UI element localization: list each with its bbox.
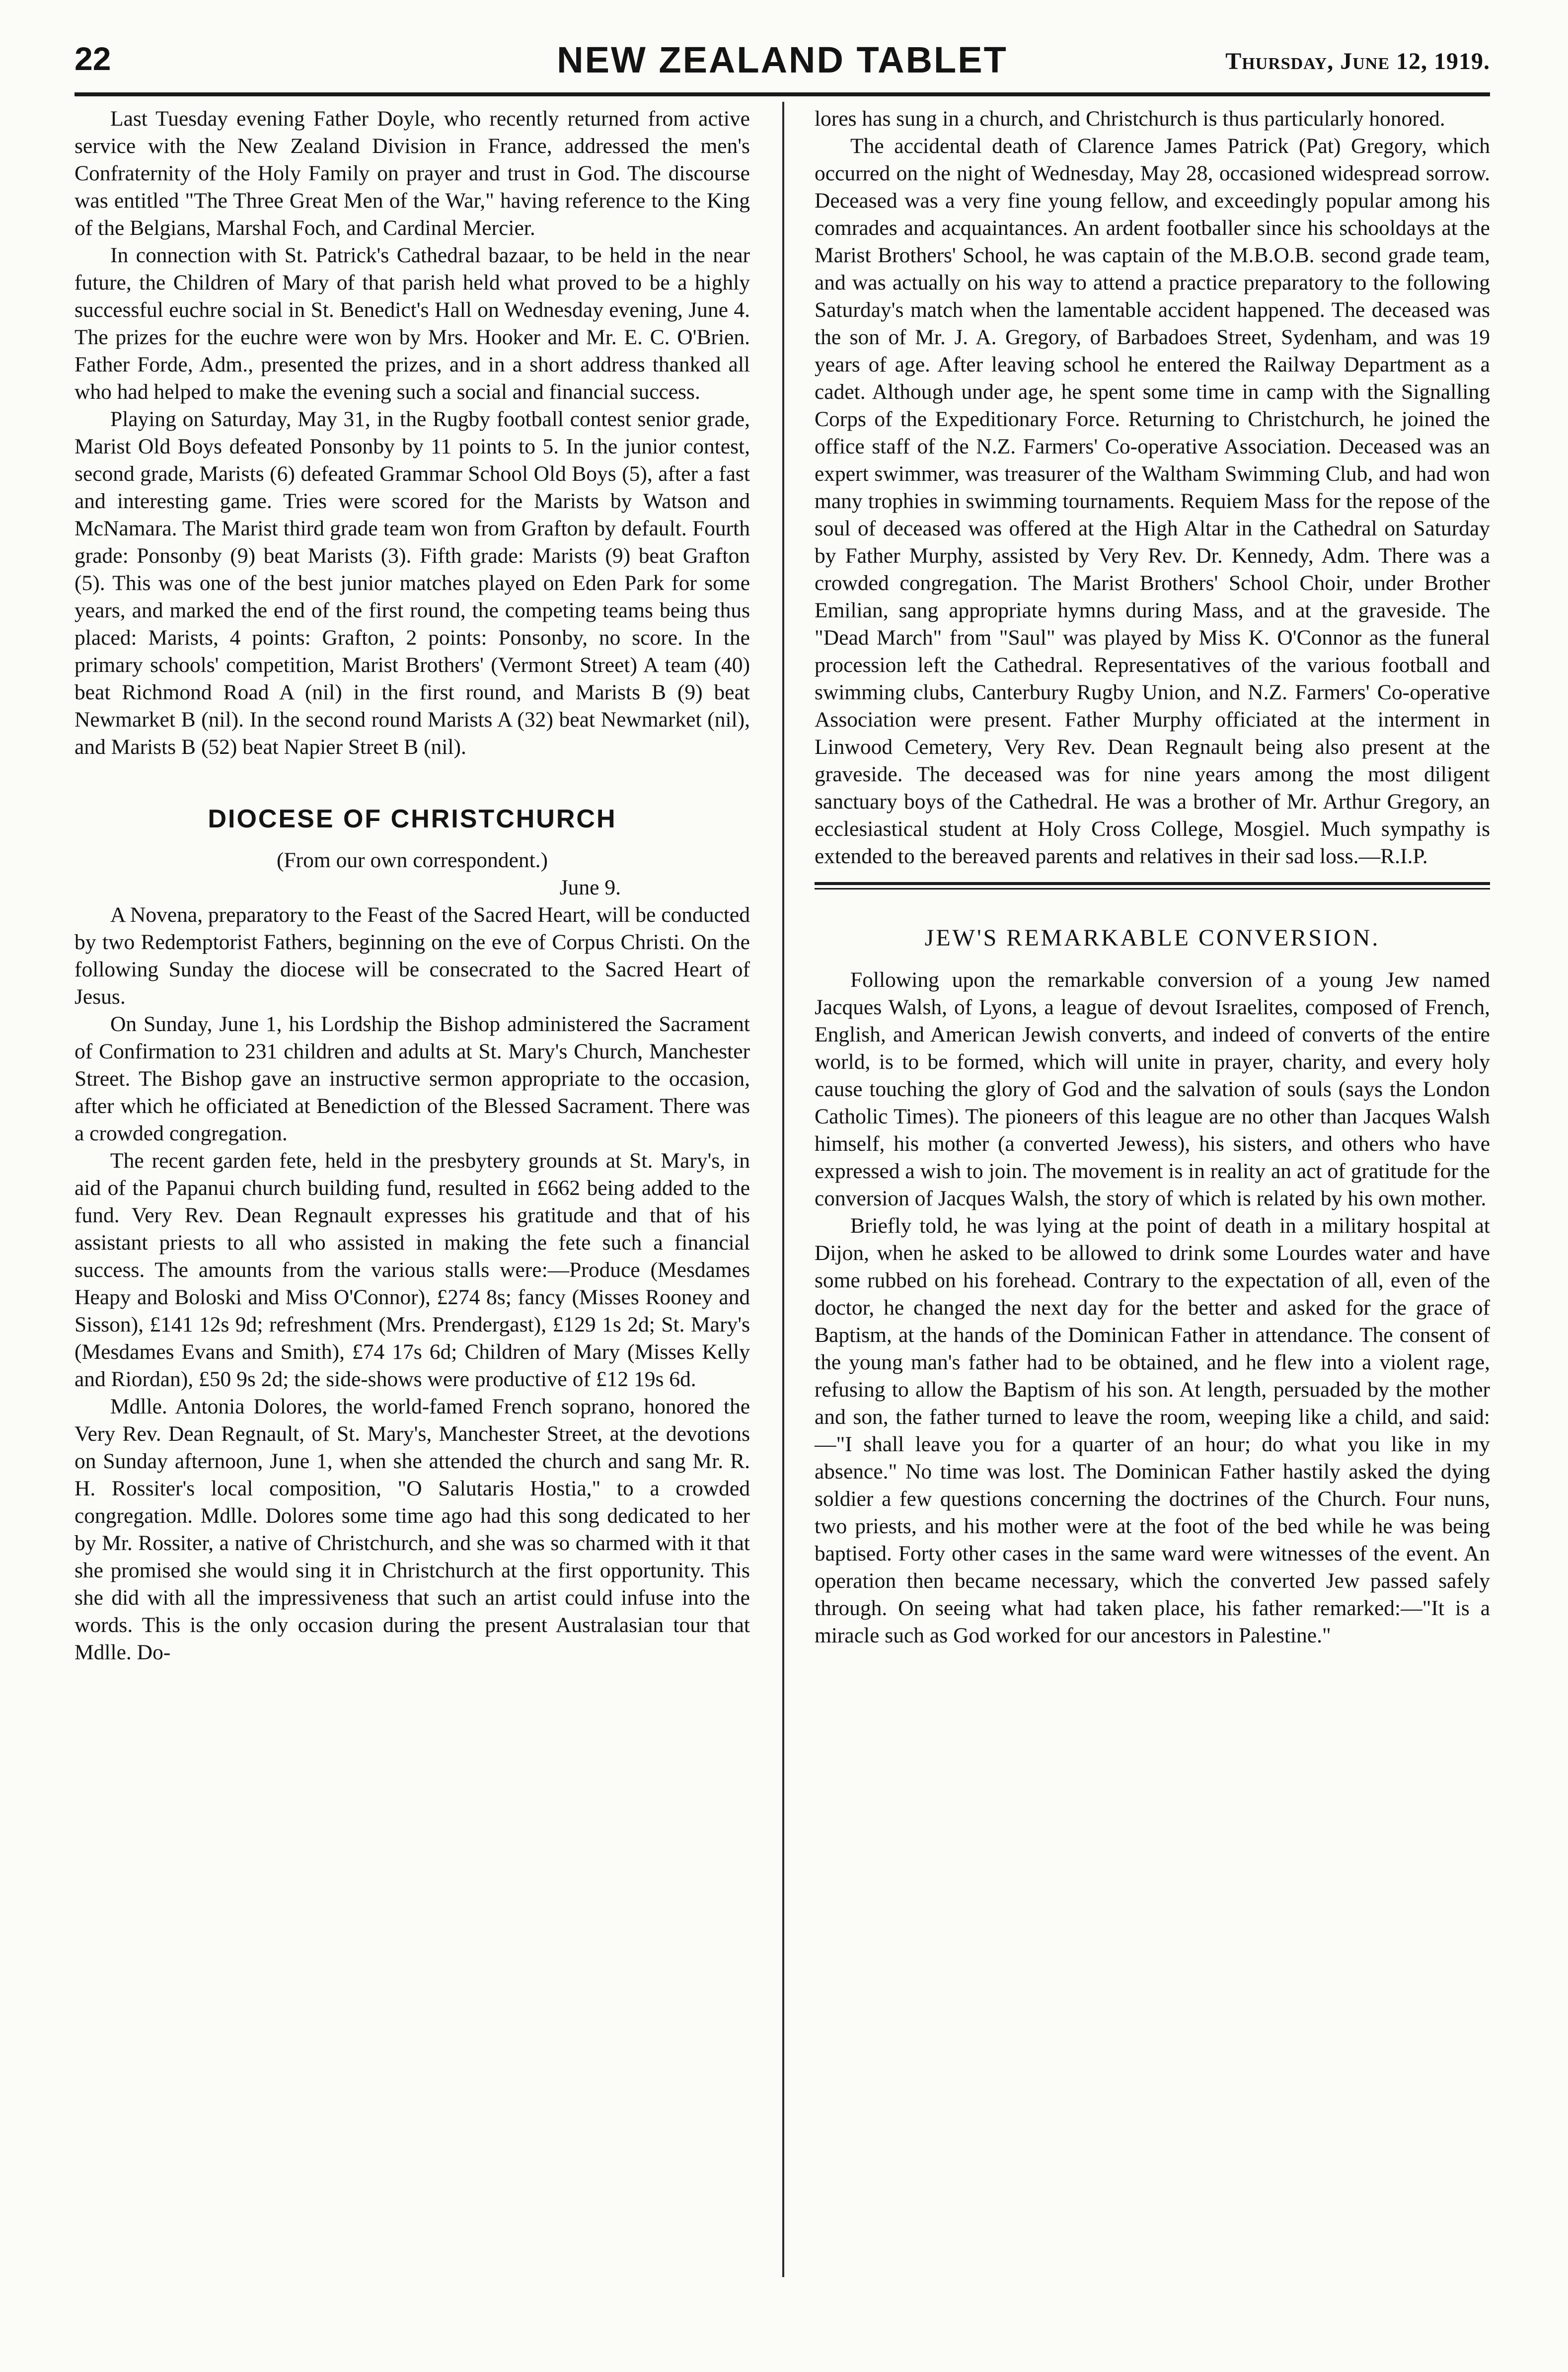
section-rule bbox=[815, 882, 1490, 885]
section-heading-diocese: DIOCESE OF CHRISTCHURCH bbox=[208, 805, 617, 833]
masthead-title: NEW ZEALAND TABLET bbox=[557, 39, 1008, 80]
article-paragraph: Mdlle. Antonia Dolores, the world-famed French soprano, honored the Very Rev. Dean Regnault, of St. Mary's, Manchester Street, at the devotions on Sunday afternoon, June 1, when she attended the church and sang Mr. R. H. Rossiter's local composition, "O Salutaris Hostia," to a crowded congregation. Mdlle. Dolores some time ago had this song dedicated to her by Mr. Rossiter, a native of Christchurch, and she was so charmed with it that she promised she would sing it in Christchurch at the first opportunity. This she did with all the impressiveness that such an artist could infuse into the words. This is the only occasion during the present Australasian tour that Mdlle. Do- bbox=[75, 1395, 750, 1664]
article-paragraph: The recent garden fete, held in the presbytery grounds at St. Mary's, in aid of the Papanui church building fund, resulted in £662 being added to the fund. Very Rev. Dean Regnault expresses his gratitude and that of his assistant priests to all who assisted in making the fete such a financial success. The amounts from the various stalls were:—Produce (Mesdames Heapy and Boloski and Miss O'Connor), £274 8s; fancy (Misses Rooney and Sisson), £141 12s 9d; refreshment (Mrs. Prendergast), £129 1s 2d; St. Mary's (Mesdames Evans and Smith), £74 17s 6d; Children of Mary (Misses Kelly and Riordan), £50 9s 2d; the side-shows were productive of £12 19s 6d. bbox=[75, 1149, 750, 1391]
issue-date: Thursday, June 12, 1919. bbox=[1225, 48, 1490, 74]
article-paragraph: In connection with St. Patrick's Cathedral bazaar, to be held in the near future, the Children of Mary of that parish held what proved to be a highly successful euchre social in St. Benedict's Hall on Wednesday evening, June 4. The prizes for the euchre were won by Mrs. Hooker and Mr. E. C. O'Brien. Father Forde, Adm., presented the prizes, and in a short address thanked all who had helped to make the evening such a social and financial success. bbox=[75, 243, 750, 404]
continued-text: lores has sung in a church, and Christchurch is thus particularly honored. bbox=[815, 107, 1445, 131]
article-paragraph: Following upon the remarkable conversion of a young Jew named Jacques Walsh, of Lyons, a league of devout Israelites, composed of French, English, and American Jewish converts, and indeed of converts of the entire world, is to be formed, which will unite in prayer, charity, and every holy cause touching the glory of God and the salvation of souls (says the London Catholic Times). The pioneers of this league are no other than Jacques Walsh himself, his mother (a converted Jewess), his sisters, and others who have expressed a wish to join. The movement is in reality an act of gratitude for the conversion of Jacques Walsh, the story of which is related by his own mother. bbox=[815, 968, 1490, 1210]
byline: (From our own correspondent.) bbox=[276, 848, 548, 872]
section-rule bbox=[815, 888, 1490, 890]
right-column bbox=[815, 105, 1490, 1649]
column-divider bbox=[782, 102, 784, 2277]
article-paragraph: Last Tuesday evening Father Doyle, who recently returned from active service with the New Zealand Division in France, addressed the men's Confraternity of the Holy Family on prayer and trust in God. The discourse was entitled "The Three Great Men of the War," having reference to the King of the Belgians, Marshal Foch, and Cardinal Mercier. bbox=[75, 107, 750, 240]
article-paragraph: A Novena, preparatory to the Feast of the Sacred Heart, will be conducted by two Redemptorist Fathers, beginning on the eve of Corpus Christi. On the following Sunday the diocese will be consecrated to the Sacred Heart of Jesus. bbox=[75, 903, 750, 1009]
page-header bbox=[75, 35, 1490, 89]
left-column bbox=[75, 105, 750, 1666]
header-rule bbox=[75, 92, 1490, 96]
page-number: 22 bbox=[75, 40, 111, 77]
article-paragraph: Playing on Saturday, May 31, in the Rugby football contest senior grade, Marist Old Boys defeated Ponsonby by 11 points to 5. In the junior contest, second grade, Marists (6) defeated Grammar School Old Boys (5), after a fast and interesting game. Tries were scored for the Marists by Watson and McNamara. The Marist third grade team won from Grafton by default. Fourth grade: Ponsonby (9) beat Marists (3). Fifth grade: Marists (9) beat Grafton (5). This was one of the best junior matches played on Eden Park for some years, and marked the end of the first round, the competing teams being thus placed: Marists, 4 points: Grafton, 2 points: Ponsonby, no score. In the primary schools' competition, Marist Brothers' (Vermont Street) A team (40) beat Richmond Road A (nil) in the first round, and Marists B (9) beat Newmarket B (nil). In the second round Marists A (32) beat Newmarket (nil), and Marists B (52) beat Napier Street B (nil). bbox=[75, 407, 750, 759]
article-paragraph: Briefly told, he was lying at the point of death in a military hospital at Dijon, when he asked to be allowed to drink some Lourdes water and have some rubbed on his forehead. Contrary to the expectation of all, even of the doctor, he changed the next day for the better and asked for the grace of Baptism, at the hands of the Dominican Father in attendance. The consent of the young man's father had to be obtained, and he flew into a violent rage, refusing to allow the Baptism of his son. At length, persuaded by the mother and son, the father turned to leave the room, weeping like a child, and said:—"I shall leave you for a quarter of an hour; do what you like in my absence." No time was lost. The Dominican Father hastily asked the dying soldier a few questions concerning the doctrines of the Church. Four nuns, two priests, and his mother were at the foot of the bed while he was being baptised. Forty other cases in the same ward were witnesses of the event. An operation then became necessary, which the converted Jew passed safely through. On seeing what had taken place, his father remarked:—"It is a miracle such as God worked for our ancestors in Palestine." bbox=[815, 1214, 1490, 1647]
article-paragraph: The accidental death of Clarence James Patrick (Pat) Gregory, which occurred on the night of Wednesday, May 28, occasioned widespread sorrow. Deceased was a very fine young fellow, and exceedingly popular among his comrades and acquaintances. An ardent footballer since his schooldays at the Marist Brothers' School, he was captain of the M.B.O.B. second grade team, and was actually on his way to attend a practice preparatory to the following Saturday's match when the lamentable accident happened. The deceased was the son of Mr. J. A. Gregory, of Barbadoes Street, Sydenham, and was 19 years of age. After leaving school he entered the Railway Department as a cadet. Although under age, he spent some time in camp with the Signalling Corps of the Expeditionary Force. Returning to Christchurch, he joined the office staff of the N.Z. Farmers' Co-operative Association. Deceased was an expert swimmer, was treasurer of the Waltham Swimming Club, and had won many trophies in swimming tournaments. Requiem Mass for the repose of the soul of deceased was offered at the High Altar in the Cathedral on Saturday by Father Murphy, assisted by Very Rev. Dr. Kennedy, Adm. There was a crowded congregation. The Marist Brothers' School Choir, under Brother Emilian, sang appropriate hymns during Mass, and at the graveside. The "Dead March" from "Saul" was played by Miss K. O'Connor as the funeral procession left the Cathedral. Representatives of the various football and swimming clubs, Canterbury Rugby Union, and N.Z. Farmers' Co-operative Association were present. Father Murphy officiated at the interment in Linwood Cemetery, Very Rev. Dean Regnault being also present at the graveside. The deceased was for nine years among the most diligent sanctuary boys of the Cathedral. He was a brother of Mr. Arthur Gregory, an ecclesiastical student at Holy Cross College, Mosgiel. Much sympathy is extended to the bereaved parents and relatives in their sad loss.—R.I.P. bbox=[815, 134, 1490, 868]
section-heading-conversion: JEW'S REMARKABLE CONVERSION. bbox=[924, 925, 1380, 951]
dateline: June 9. bbox=[559, 876, 621, 899]
article-paragraph: On Sunday, June 1, his Lordship the Bishop administered the Sacrament of Confirmation to 231 children and adults at St. Mary's Church, Manchester Street. The Bishop gave an instructive sermon appropriate to the occasion, after which he officiated at Benediction of the Blessed Sacrament. There was a crowded congregation. bbox=[75, 1012, 750, 1145]
